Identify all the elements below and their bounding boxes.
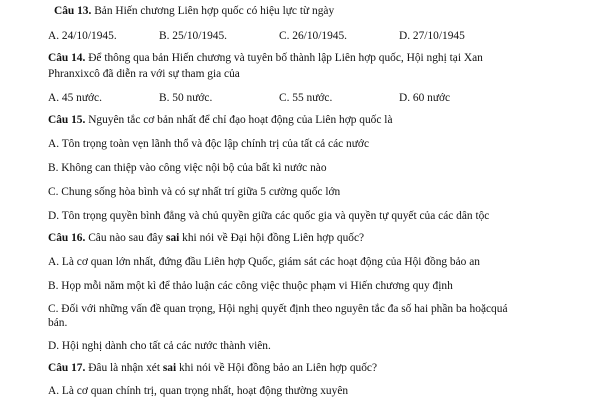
answer-option: A. Là cơ quan lớn nhất, đứng đầu Liên hợp Quốc, giám sát các hoạt động của Hội đồng bảo an	[48, 256, 480, 268]
answer-option: B. Không can thiệp vào công việc nội bộ của bất kì nước nào	[48, 162, 327, 174]
answer-option: C. Chung sống hòa bình và có sự nhất trí giữa 5 cường quốc lớn	[48, 186, 341, 198]
question-15	[48, 113, 393, 127]
answer-option: B. 25/10/1945.	[159, 30, 228, 42]
answer-option: A. 45 nước.	[48, 92, 102, 104]
emphasis-word: sai	[166, 232, 180, 244]
answer-option: D. Tôn trọng quyền bình đẳng và chủ quyền giữa các quốc gia và quyền tự quyết của các dân tộc	[48, 210, 490, 222]
answer-option: A. 24/10/1945.	[48, 30, 117, 42]
answer-option: C. 55 nước.	[279, 92, 333, 104]
answer-option: C. 26/10/1945.	[279, 30, 348, 42]
answer-option: D. 60 nước	[399, 92, 451, 104]
answer-option-continued: bán.	[48, 317, 68, 329]
answer-option: C. Đối với những vấn đề quan trọng, Hội nghị quyết định theo nguyên tắc đa số hai phần ba hoặcquá	[48, 303, 508, 315]
question-text: Đâu là nhận xét	[85, 362, 163, 374]
question-text: khi nói về Đại hội đồng Liên hợp quốc?	[179, 232, 365, 244]
answer-option: D. Hội nghị dành cho tất cả các nước thành viên.	[48, 340, 271, 352]
question-number: Câu 13.	[54, 5, 92, 17]
question-text: Nguyên tắc cơ bản nhất để chỉ đạo hoạt động của Liên hợp quốc là	[85, 114, 393, 126]
question-text: Câu nào sau đây	[85, 232, 167, 244]
answer-option: B. 50 nước.	[159, 92, 213, 104]
question-number: Câu 17.	[48, 362, 86, 374]
question-number: Câu 14.	[48, 52, 86, 64]
question-number: Câu 15.	[48, 114, 86, 126]
question-17	[48, 361, 377, 375]
question-text: Bản Hiến chương Liên hợp quốc có hiệu lực từ ngày	[91, 5, 335, 17]
question-text: Để thông qua bản Hiến chương và tuyên bố thành lập Liên hợp quốc, Hội nghị tại Xan	[85, 52, 483, 64]
answer-option: D. 27/10/1945	[399, 30, 465, 42]
question-number: Câu 16.	[48, 232, 86, 244]
answer-option: B. Họp mỗi năm một kì để thảo luận các công việc thuộc phạm vi Hiến chương quy định	[48, 280, 453, 292]
question-14	[48, 51, 483, 65]
question-13	[54, 4, 334, 18]
question-text-continued: Phranxixcô đã diễn ra với sự tham gia của	[48, 68, 240, 80]
answer-option: A. Tôn trọng toàn vẹn lãnh thổ và độc lập chính trị của tất cả các nước	[48, 138, 370, 150]
question-text: khi nói về Hội đồng bảo an Liên hợp quốc?	[176, 362, 378, 374]
answer-option: A. Là cơ quan chính trị, quan trọng nhất, hoạt động thường xuyên	[48, 385, 349, 397]
question-16	[48, 231, 364, 245]
emphasis-word: sai	[162, 362, 177, 374]
